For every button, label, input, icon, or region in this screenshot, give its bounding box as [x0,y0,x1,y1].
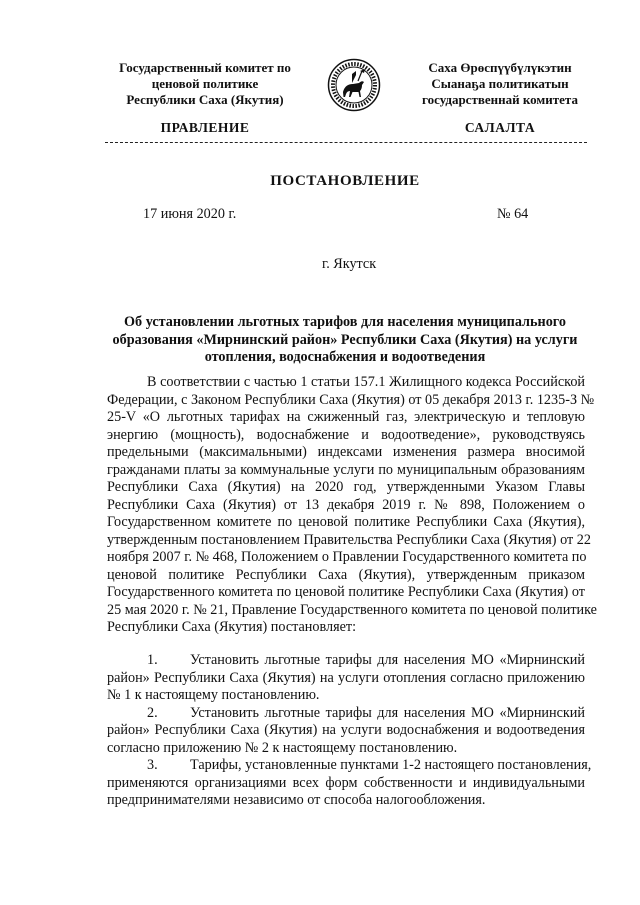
header-left-line: Государственный комитет по [119,60,291,75]
item-line: согласно приложению № 2 к настоящему постановлению. [107,739,458,756]
header-left-line: Республики Саха (Якутия) [126,92,284,107]
item-line: применяются организациями всех форм собственности и индивидуальными [107,774,585,791]
preamble-line: энергию (мощность), водоснабжение и водоотведение», руководствуясь [107,426,585,443]
preamble-line: В соответствии с частью 1 статьи 157.1 Жилищного кодекса Российской [147,374,585,390]
document-city: г. Якутск [322,256,377,272]
item-number: 1. [147,652,158,668]
header-divider [105,142,587,143]
header-right-block [390,60,610,108]
document-heading [95,314,595,367]
preamble-line: Республики Саха (Якутия) от 13 декабря 2019 г. № 898, Положением о [107,496,585,513]
preamble-line: предельными (максимальными) индексами изменения размера вносимой [107,444,585,460]
item-line: район» Республики Саха (Якутия) на услуги водоснабжения и водоотведения [107,722,585,738]
preamble-line: гражданами платы за коммунальные услуги по муниципальным образованиям [107,461,585,478]
preamble-line: ноября 2007 г. № 468, Положением о Правлении Государственного комитета по [107,549,587,565]
header-left-line: ценовой политике [151,76,259,91]
coat-of-arms-seal-icon [327,58,381,112]
preamble-line: ценовой политике Республики Саха (Якутия), утвержденным приказом [107,566,585,583]
header-right-line: Саха Өрөспүүбүлүкэтин [428,60,572,75]
header-right-line: Сыанаҕа политикатын [431,76,569,91]
preamble-line: Федерации, с Законом Республики Саха (Якутия) от 05 декабря 2013 г. 1235-З № [107,391,595,408]
preamble-line: Республики Саха (Якутия) постановляет: [107,619,357,635]
header-right-line: государственнай комитета [422,92,578,107]
preamble-line: Республики Саха (Якутия) на 2020 год, утвержденными Указом Главы [107,479,585,495]
header-left-block [95,60,315,108]
preamble-line: 25 мая 2020 г. № 21, Правление Государственного комитета по ценовой политике [107,601,597,618]
item-line: Установить льготные тарифы для населения МО «Мирнинский [190,704,585,721]
heading-line: отопления, водоснабжения и водоотведения [204,349,486,365]
document-date: 17 июня 2020 г. [143,206,237,222]
preamble-line: Государственном комитете по ценовой политике Республики Саха (Якутия), [107,514,585,530]
preamble-line: 25-V «О льготных тарифах на сжиженный газ, электрическую и тепловую [107,409,585,425]
document-type: ПОСТАНОВЛЕНИЕ [270,173,420,189]
item-line: предпринимателями независимо от способа налогообложения. [107,792,486,808]
document-number: № 64 [497,206,529,222]
heading-line: Об установлении льготных тарифов для населения муниципального [124,314,566,330]
preamble-line: Государственного комитета по ценовой политике Республики Саха (Якутия) от [107,584,585,600]
item-line: № 1 к настоящему постановлению. [107,687,320,703]
heading-line: образования «Мирнинский район» Республики Саха (Якутия) на услуги [112,331,578,348]
item-line: Установить льготные тарифы для населения МО «Мирнинский [190,652,585,668]
item-line: Тарифы, установленные пунктами 1-2 настоящего постановления, [190,757,592,773]
item-number: 2. [147,704,158,721]
header-left-caption: ПРАВЛЕНИЕ [160,120,250,135]
item-line: район» Республики Саха (Якутия) на услуги отопления согласно приложению [107,669,585,686]
item-number: 3. [147,757,158,773]
preamble-line: утвержденным постановлением Правительства Республики Саха (Якутия) от 22 [107,531,591,548]
header-right-caption: САЛАЛТА [464,120,536,135]
